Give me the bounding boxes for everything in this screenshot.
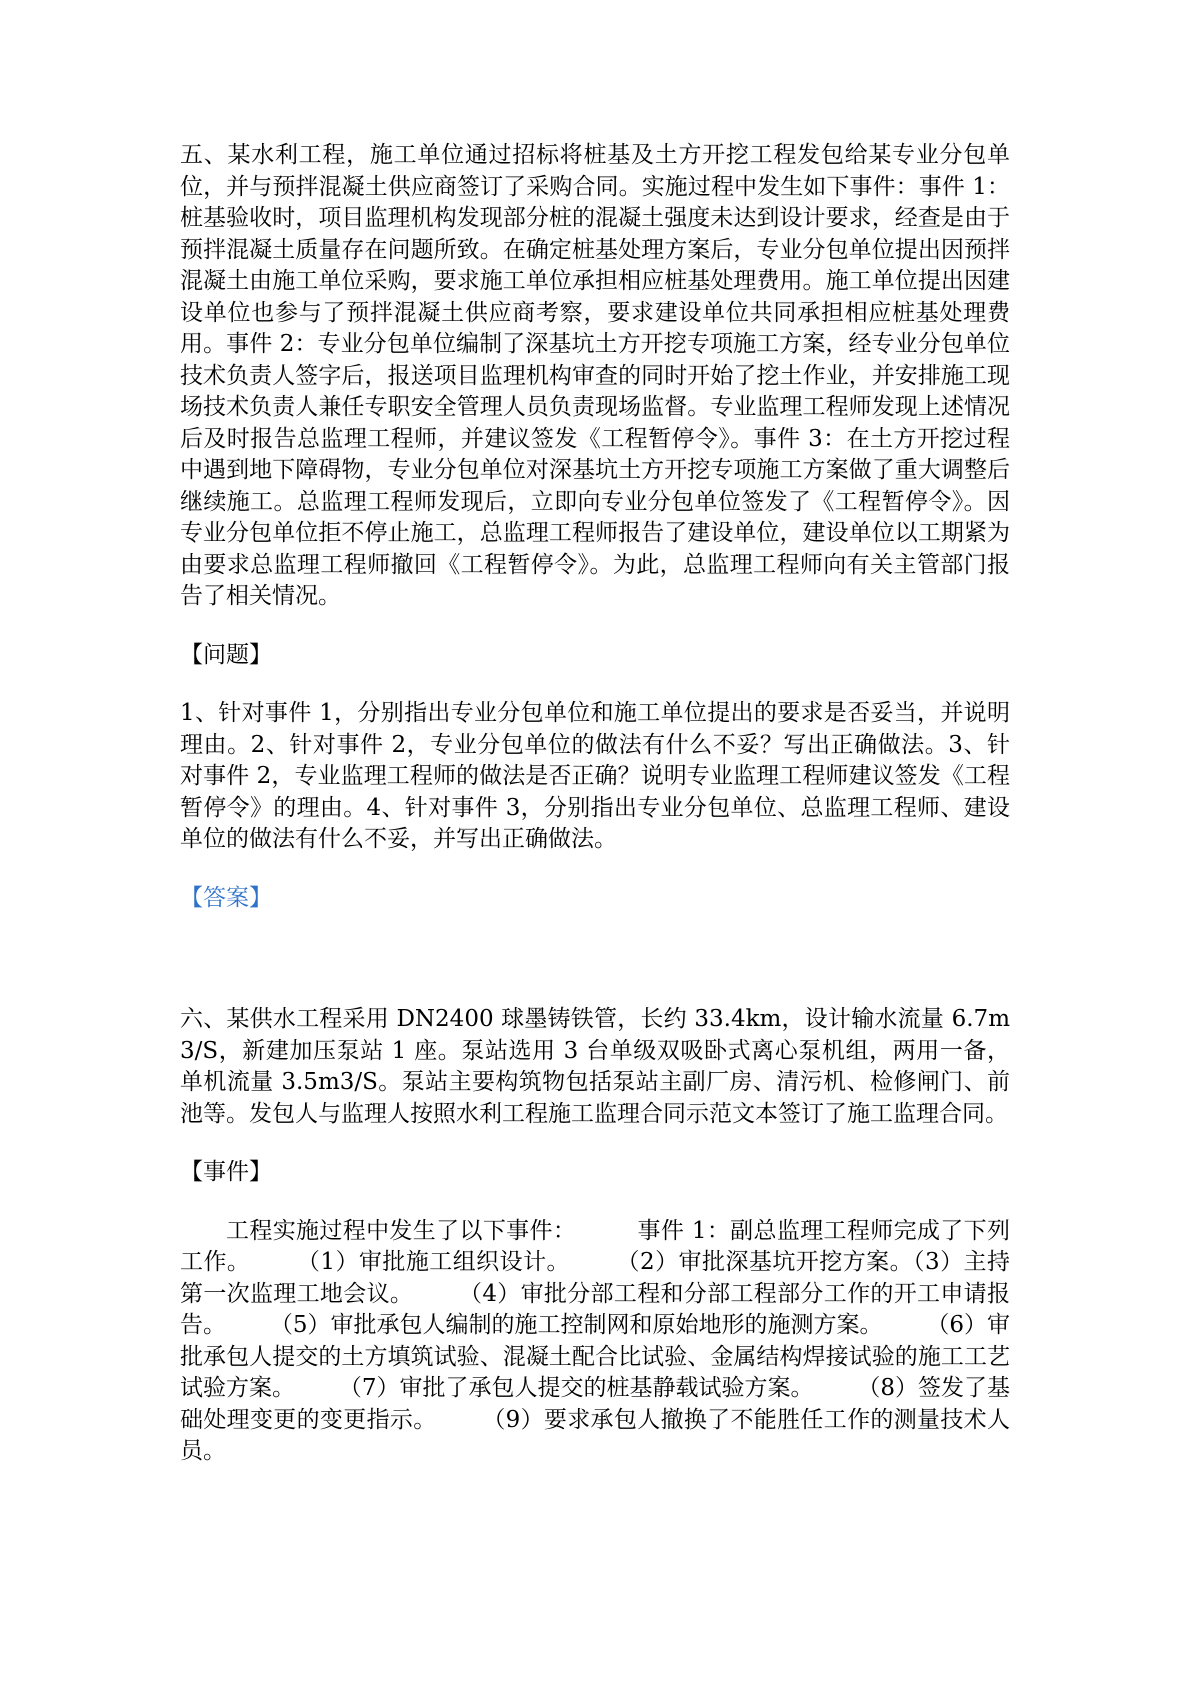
- question-label: 【问题】: [180, 641, 272, 668]
- question-6-text: 六、某供水工程采用 DN2400 球墨铸铁管，长约 33.4km，设计输水流量 6.7m3/S，新建加压泵站 1 座。泵站选用 3 台单级双吸卧式离心泵机组，两用一备，单机流量 3.5m3/S。泵站主要构筑物包括泵站主副厂房、清污机、检修闸门、前池等。发包人与监理人按照水利工程施工监理合同示范文本签订了施工监理合同。: [180, 1006, 1011, 1127]
- question-6-events: 工程实施过程中发生了以下事件： 事件 1：副总监理工程师完成了下列工作。 （1）审批施工组织设计。 （2）审批深基坑开挖方案。（3）主持第一次监理工地会议。 （4）审批分部工程和分部工程部分工作的开工申请报告。 （5）审批承包人编制的施工控制网和原始地形的施测方案。 （6）审批承包人提交的土方填筑试验、混凝土配合比试验、金属结构焊接试验的施工工艺试验方案。 （7）审批了承包人提交的桩基静载试验方案。 （8）签发了基础处理变更的变更指示。 （9）要求承包人撤换了不能胜任工作的测量技术人员。: [180, 1217, 1010, 1464]
- event-label: 【事件】: [180, 1159, 272, 1185]
- answer-label: 【答案】: [180, 884, 272, 911]
- question-5-problems: 1、针对事件 1，分别指出专业分包单位和施工单位提出的要求是否妥当，并说明理由。2、针对事件 2，专业分包单位的做法有什么不妥？写出正确做法。3、针对事件 2，专业监理工程师的做法是否正确？说明专业监理工程师建议签发《工程暂停令》的理由。4、针对事件 3，分别指出专业分包单位、总监理工程师、建设单位的做法有什么不妥，并写出正确做法。: [180, 700, 1010, 852]
- document-page: [180, 140, 1010, 1468]
- question-5-text: 五、某水利工程，施工单位通过招标将桩基及土方开挖工程发包给某专业分包单位，并与预拌混凝土供应商签订了采购合同。实施过程中发生如下事件：事件 1：桩基验收时，项目监理机构发现部分桩的混凝土强度未达到设计要求，经查是由于预拌混凝土质量存在问题所致。在确定桩基处理方案后，专业分包单位提出因预拌混凝土由施工单位采购，要求施工单位承担相应桩基处理费用。施工单位提出因建设单位也参与了预拌混凝土供应商考察，要求建设单位共同承担相应桩基处理费用。事件 2：专业分包单位编制了深基坑土方开挖专项施工方案，经专业分包单位技术负责人签字后，报送项目监理机构审查的同时开始了挖土作业，并安排施工现场技术负责人兼任专职安全管理人员负责现场监督。专业监理工程师发现上述情况后及时报告总监理工程师，并建议签发《工程暂停令》。事件 3：在土方开挖过程中遇到地下障碍物，专业分包单位对深基坑土方开挖专项施工方案做了重大调整后继续施工。总监理工程师发现后，立即向专业分包单位签发了《工程暂停令》。因专业分包单位拒不停止施工，总监理工程师报告了建设单位，建设单位以工期紧为由要求总监理工程师撤回《工程暂停令》。为此，总监理工程师向有关主管部门报告了相关情况。: [180, 142, 1010, 609]
